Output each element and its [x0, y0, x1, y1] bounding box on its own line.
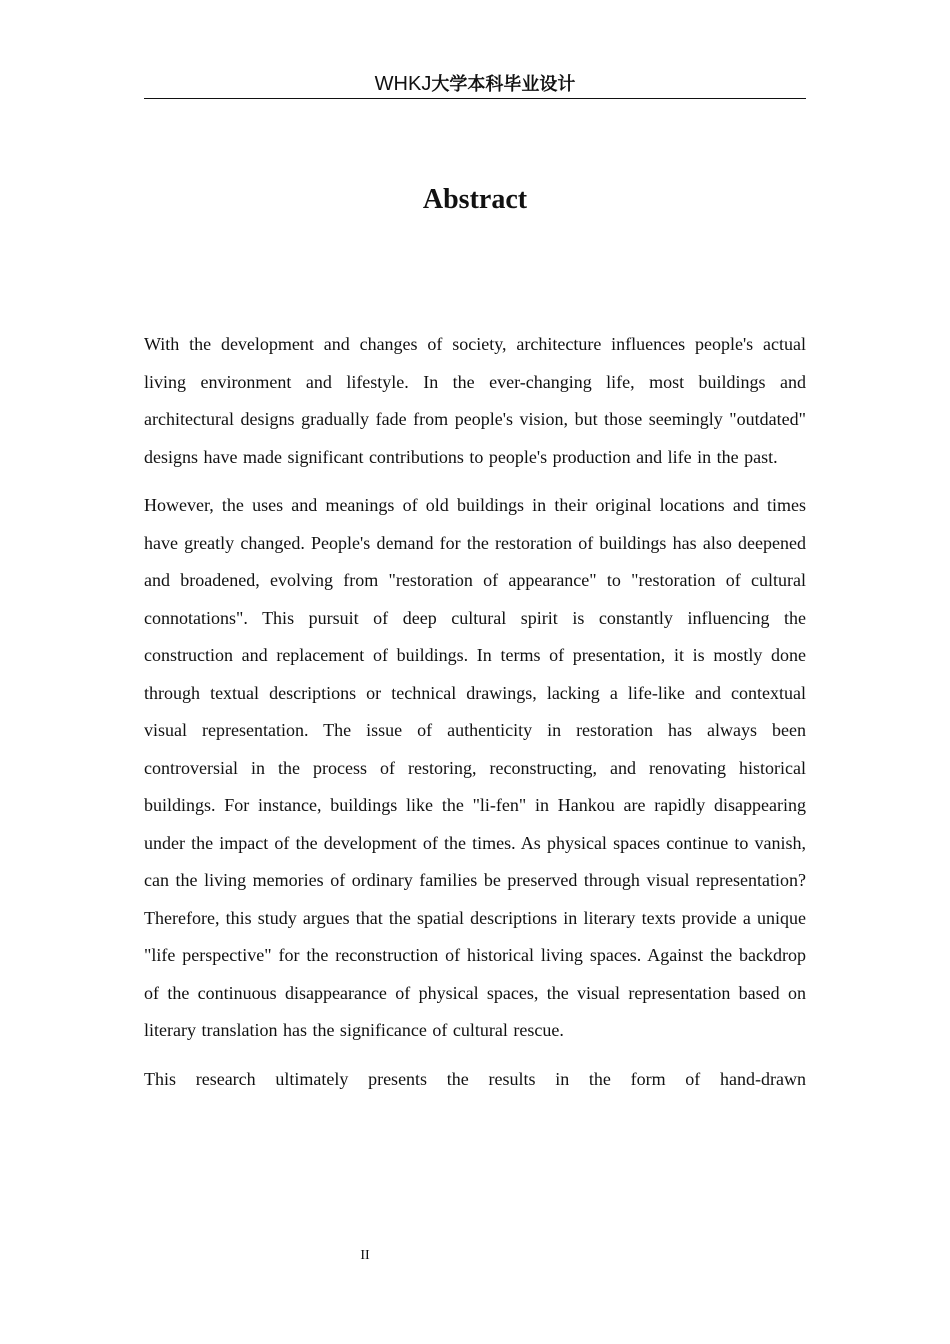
header-suffix: 大学本科毕业设计	[431, 74, 576, 95]
abstract-title: Abstract	[422, 184, 528, 215]
paragraph-2: However, the uses and meanings of old buildings in their original locations and times have greatly changed. People's demand for the restoration of buildings has also deepened and broadened, evolving from "restoration of appearance" to "restoration of cultural connotations". This pursuit of deep cultural spirit is constantly influencing the construction and replacement of buildings. In terms of presentation, it is mostly done through textual descriptions or technical drawings, lacking a life-like and contextual visual representation. The issue of authenticity in restoration has always been controversial in the process of restoring, reconstructing, and renovating historical buildings. For instance, buildings like the "li-fen" in Hankou are rapidly disappearing under the impact of the development of the times. As physical spaces continue to vanish, can the living memories of ordinary families be preserved through visual representation? Therefore, this study argues that the spatial descriptions in literary texts provide a unique "life perspective" for the reconstruction of historical living spaces. Against the backdrop of the continuous disappearance of physical spaces, the visual representation based on literary translation has the significance of cultural rescue.	[144, 495, 806, 1040]
paragraph-1: With the development and changes of society, architecture influences people's actual living environment and lifestyle. In the ever-changing life, most buildings and architectural designs gradually fade from people's vision, but those seemingly "outdated" designs have made significant contributions to people's production and life in the past.	[144, 334, 806, 467]
paragraph-3: This research ultimately presents the results in the form of hand-drawn	[144, 1068, 806, 1089]
abstract-body	[144, 326, 806, 1109]
page-number: II	[360, 1248, 370, 1263]
running-header	[144, 70, 806, 99]
header-prefix: WHKJ	[374, 73, 432, 95]
